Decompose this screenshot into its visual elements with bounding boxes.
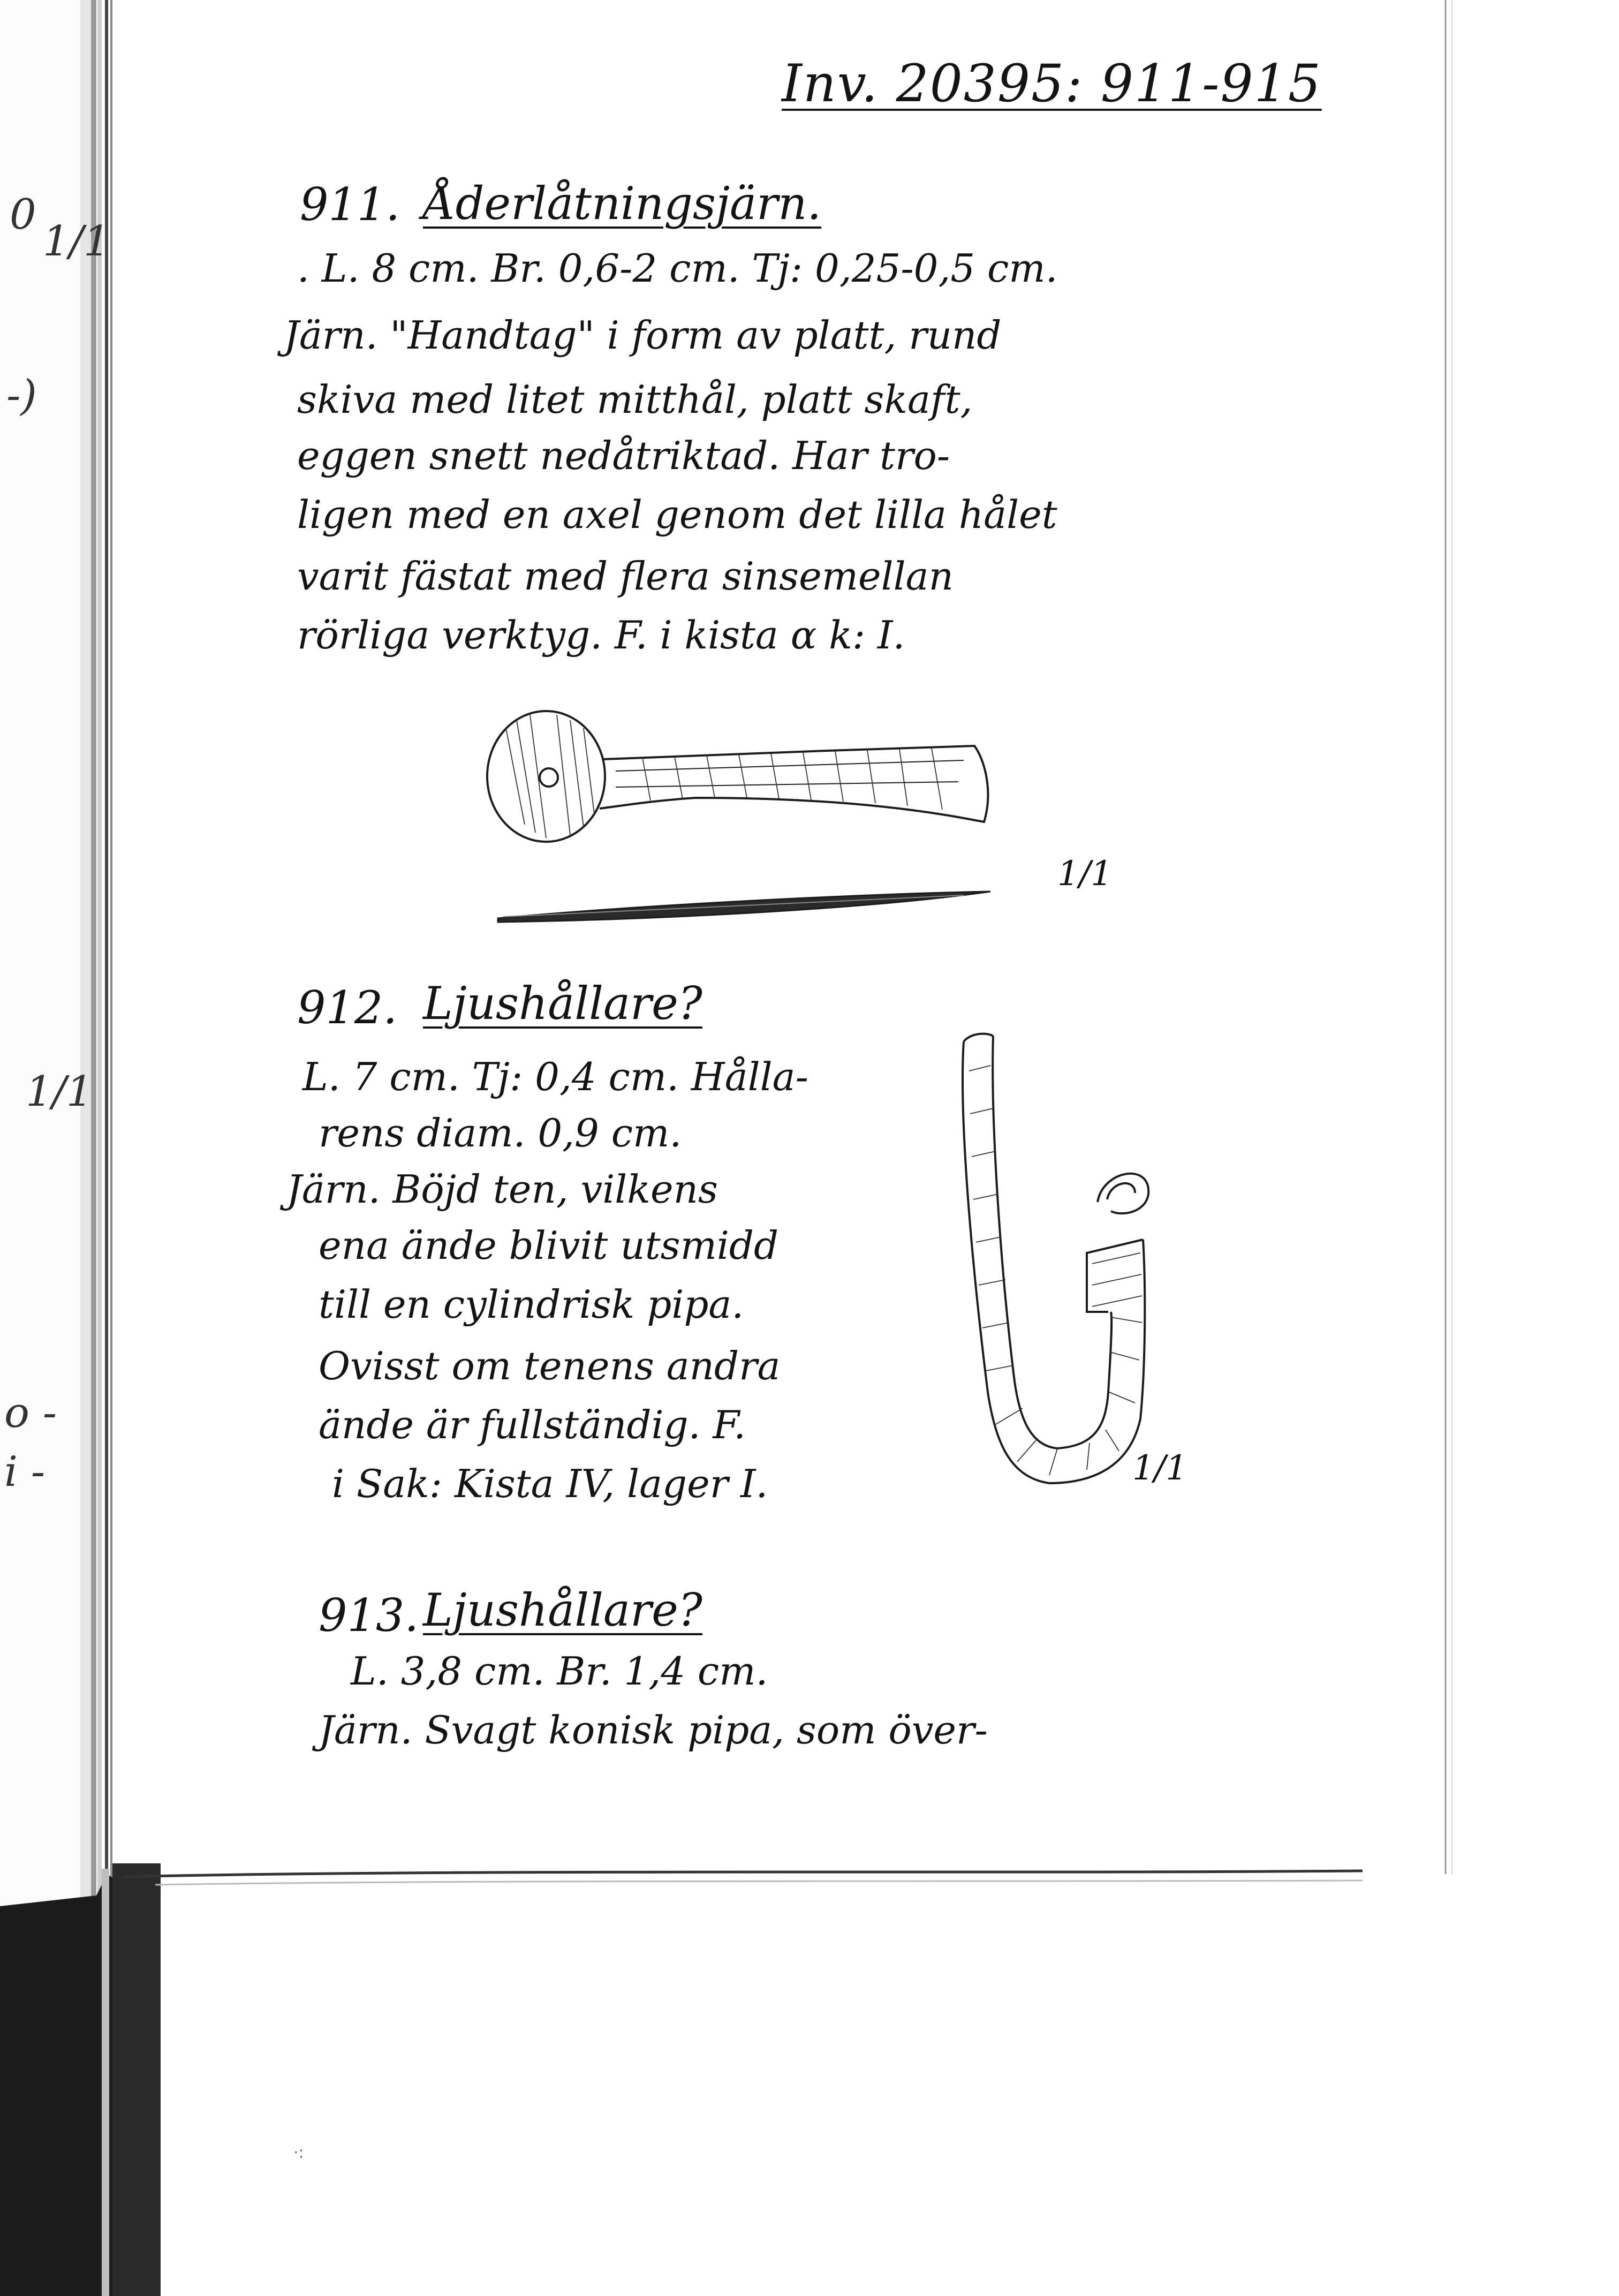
opposite-page-mark: 0 [10, 191, 36, 239]
entry-number-912: 912. [297, 981, 398, 1034]
entry-911-line: ligen med en axel genom det lilla hålet [297, 492, 1057, 537]
opposite-page-mark: -) [6, 372, 37, 420]
entry-911-line: rörliga verktyg. F. i kista α k: I. [297, 613, 905, 658]
entry-title-913: Ljushållare? [423, 1584, 702, 1636]
entry-912-line: Ovisst om tenens andra [319, 1343, 781, 1388]
entry-911-line: . L. 8 cm. Br. 0,6-2 cm. Tj: 0,25-0,5 cm. [297, 246, 1058, 291]
entry-912-line: rens diam. 0,9 cm. [319, 1111, 682, 1155]
entry-911-line: skiva med litet mitthål, platt skaft, [297, 377, 973, 422]
scale-mark-911: 1/1 [1057, 854, 1113, 894]
opposite-page-mark: o - [4, 1389, 57, 1437]
scale-mark-912: 1/1 [1132, 1448, 1187, 1488]
entry-912-line: till en cylindrisk pipa. [319, 1282, 744, 1327]
entry-number-913: 913. [319, 1589, 419, 1642]
entry-912-line: L. 7 cm. Tj: 0,4 cm. Hålla- [302, 1054, 808, 1099]
inventory-number-header: Inv. 20395: 911-915 [782, 54, 1322, 114]
entry-911-line: eggen snett nedåtriktad. Har tro- [297, 433, 950, 478]
entry-title-911: Åderlåtningsjärn. [423, 177, 822, 230]
opposite-page-mark: i - [4, 1448, 46, 1496]
entry-912-line: i Sak: Kista IV, lager I. [332, 1461, 768, 1506]
entry-911-line: Järn. "Handtag" i form av platt, rund [284, 313, 1002, 358]
svg-text:·:: ·: [293, 2143, 304, 2162]
entry-913-line: L. 3,8 cm. Br. 1,4 cm. [351, 1649, 768, 1694]
entry-912-line: Järn. Böjd ten, vilkens [286, 1167, 718, 1212]
entry-title-912: Ljushållare? [423, 977, 702, 1030]
opposite-page-mark: 1/1 [26, 1068, 93, 1116]
entry-912-line: ände är fullständig. F. [319, 1402, 746, 1447]
entry-911-line: varit fästat med flera sinsemellan [297, 554, 954, 599]
entry-913-line: Järn. Svagt konisk pipa, som över- [319, 1708, 988, 1753]
opposite-page-mark: 1/1 [43, 217, 110, 266]
entry-912-line: ena ände blivit utsmidd [319, 1223, 779, 1268]
entry-number-911: 911. [300, 178, 400, 231]
